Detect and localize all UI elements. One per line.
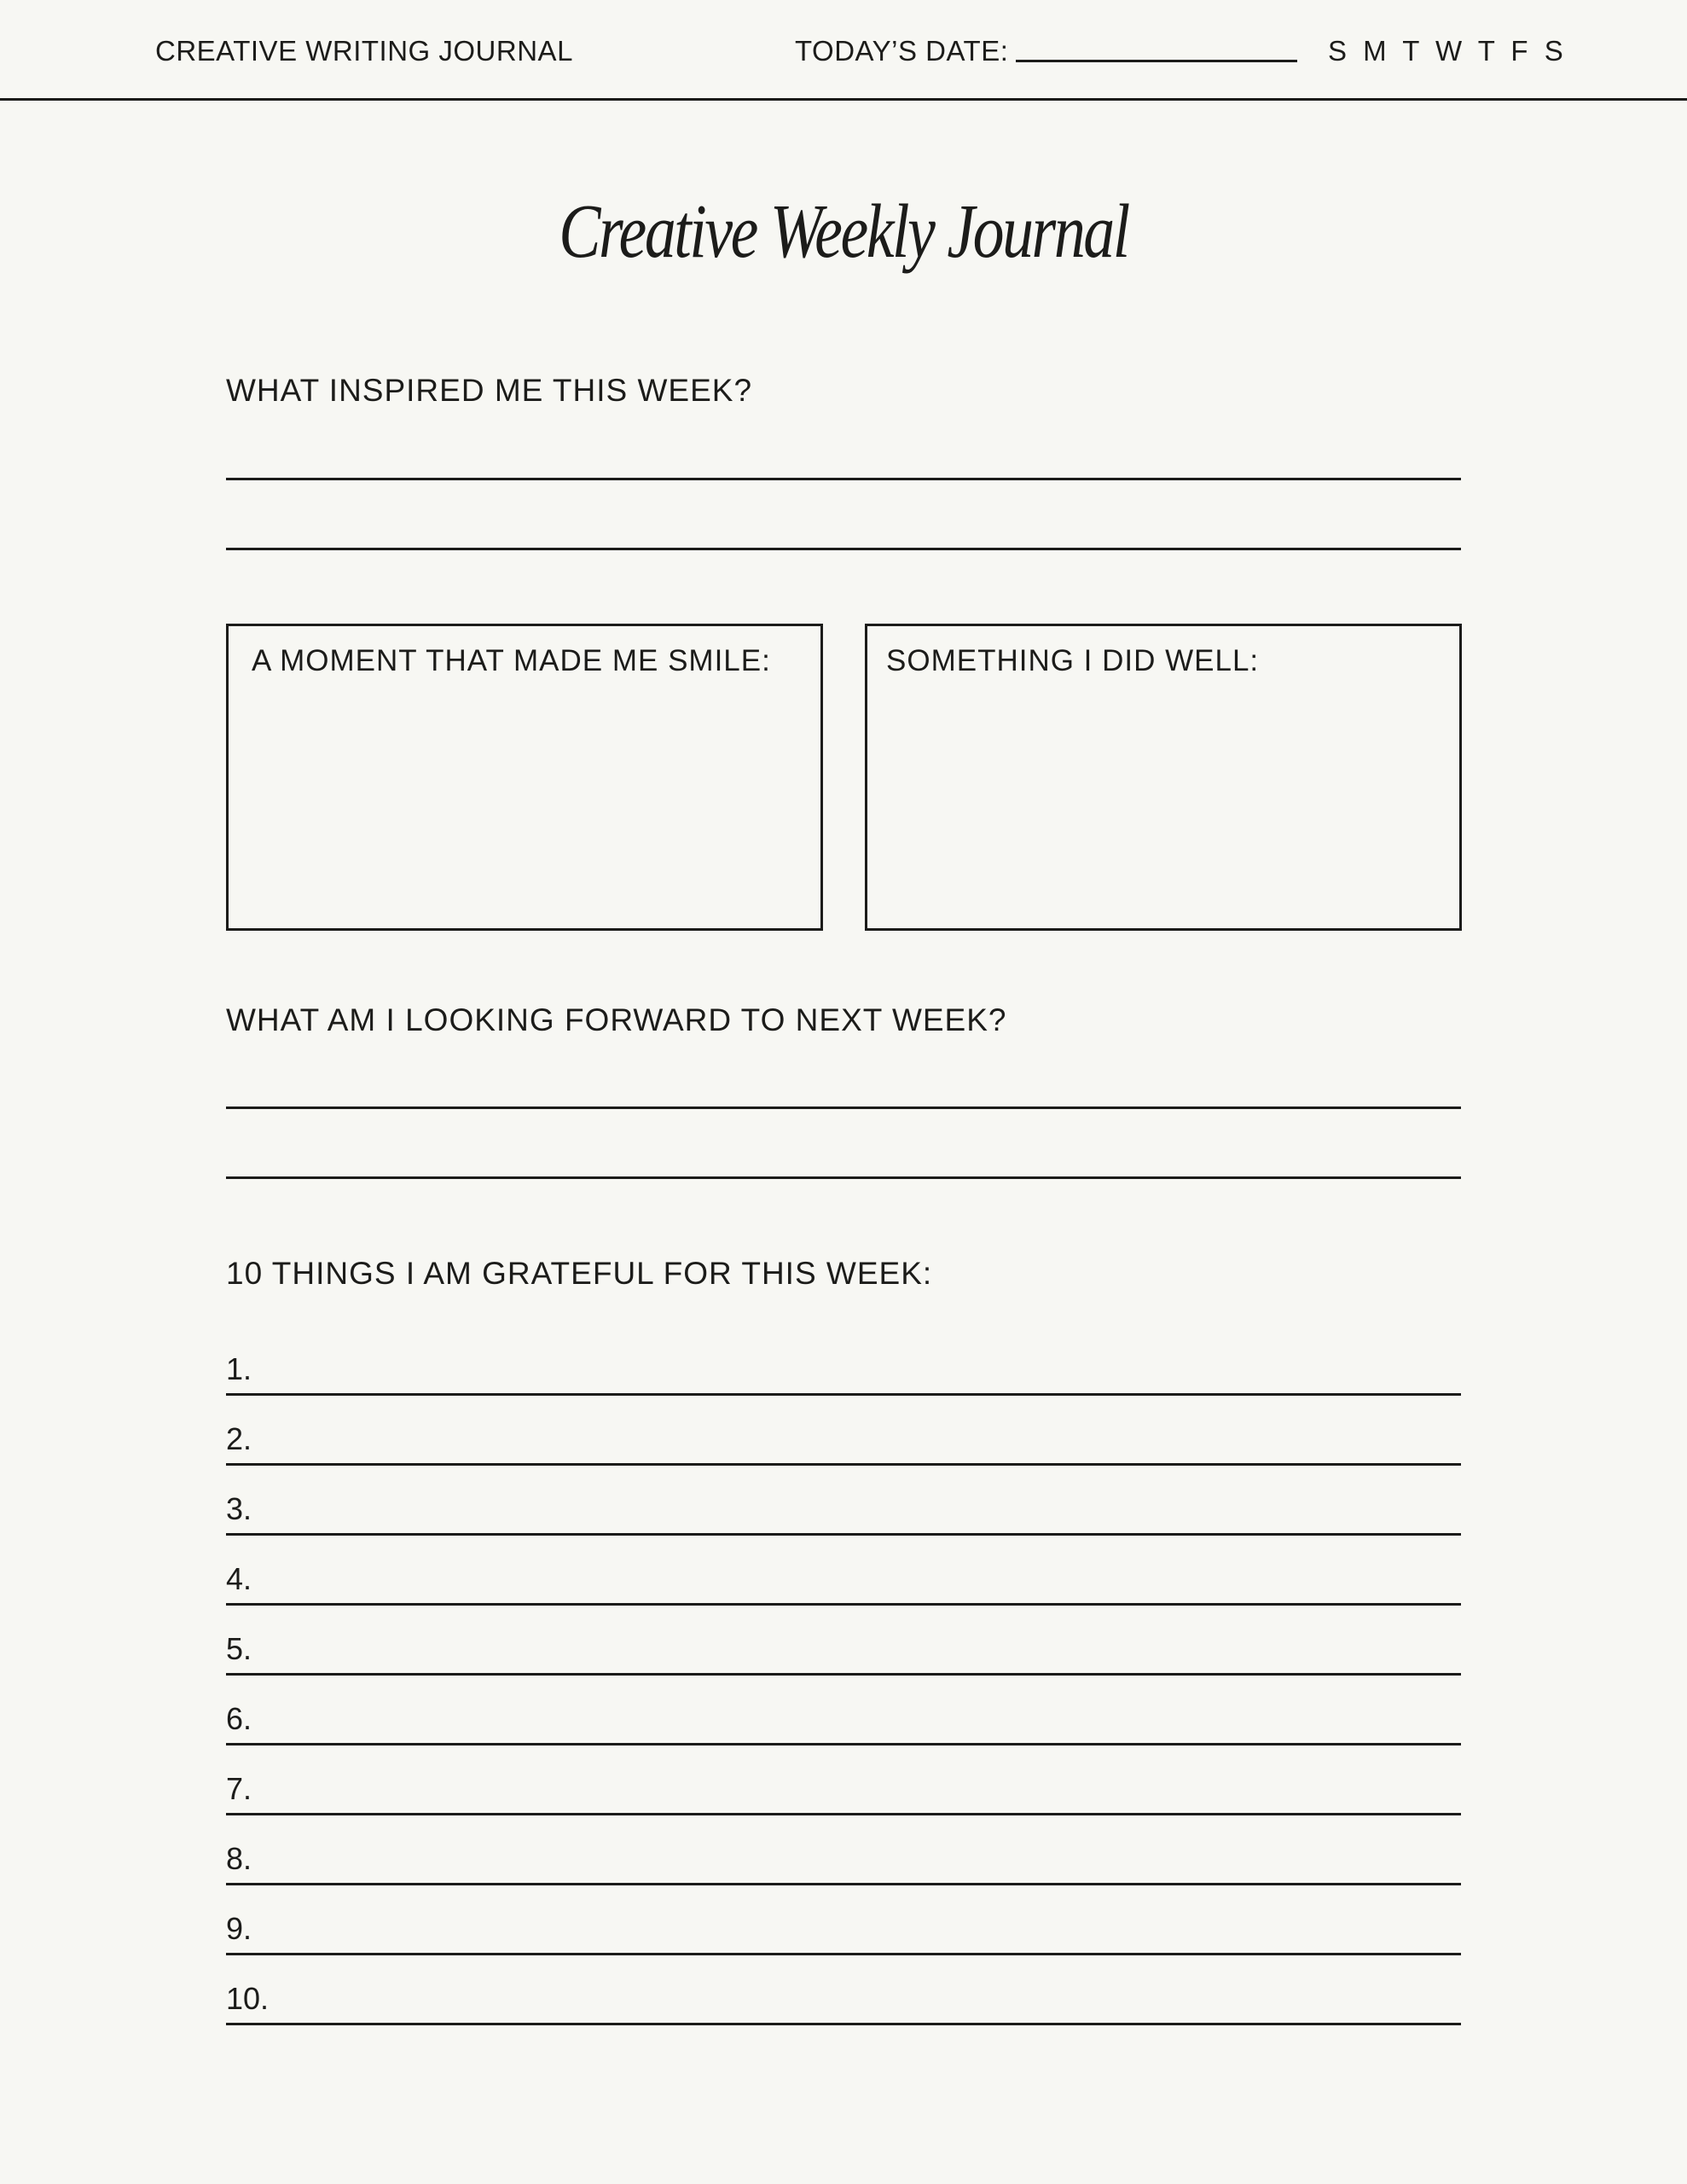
grateful-line[interactable] [226, 1533, 1461, 1536]
list-item-number: 10. [226, 1981, 270, 2016]
forward-line-2[interactable] [226, 1176, 1461, 1179]
grateful-label: 10 THINGS I AM GRATEFUL FOR THIS WEEK: [226, 1256, 933, 1291]
inspired-line-2[interactable] [226, 548, 1461, 550]
did-well-box-label: SOMETHING I DID WELL: [886, 644, 1260, 677]
grateful-line[interactable] [226, 1393, 1461, 1396]
date-field-line[interactable] [1016, 60, 1297, 62]
smile-box-label: A MOMENT THAT MADE ME SMILE: [252, 644, 771, 677]
smile-box[interactable] [226, 624, 823, 931]
inspired-line-1[interactable] [226, 478, 1461, 480]
page-title: Creative Weekly Journal [559, 189, 1128, 274]
page-header [0, 0, 1687, 101]
grateful-line[interactable] [226, 2023, 1461, 2025]
grateful-line[interactable] [226, 1953, 1461, 1955]
grateful-line[interactable] [226, 1883, 1461, 1885]
list-item-number: 2. [226, 1421, 252, 1456]
forward-line-1[interactable] [226, 1107, 1461, 1109]
list-item-number: 8. [226, 1841, 252, 1876]
date-label: TODAY’S DATE: [795, 35, 1009, 67]
grateful-line[interactable] [226, 1673, 1461, 1676]
list-item-number: 4. [226, 1561, 252, 1596]
did-well-box[interactable] [865, 624, 1462, 931]
list-item-number: 7. [226, 1771, 252, 1806]
grateful-line[interactable] [226, 1463, 1461, 1466]
grateful-line[interactable] [226, 1743, 1461, 1745]
weekday-selector[interactable]: S M T W T F S [1328, 35, 1568, 67]
grateful-line[interactable] [226, 1813, 1461, 1815]
grateful-line[interactable] [226, 1603, 1461, 1606]
list-item-number: 6. [226, 1701, 252, 1736]
list-item-number: 9. [226, 1911, 252, 1946]
journal-name: CREATIVE WRITING JOURNAL [155, 35, 573, 67]
list-item-number: 3. [226, 1491, 252, 1526]
forward-label: WHAT AM I LOOKING FORWARD TO NEXT WEEK? [226, 1002, 1007, 1037]
list-item-number: 1. [226, 1351, 252, 1386]
inspired-label: WHAT INSPIRED ME THIS WEEK? [226, 373, 753, 408]
list-item-number: 5. [226, 1631, 252, 1666]
